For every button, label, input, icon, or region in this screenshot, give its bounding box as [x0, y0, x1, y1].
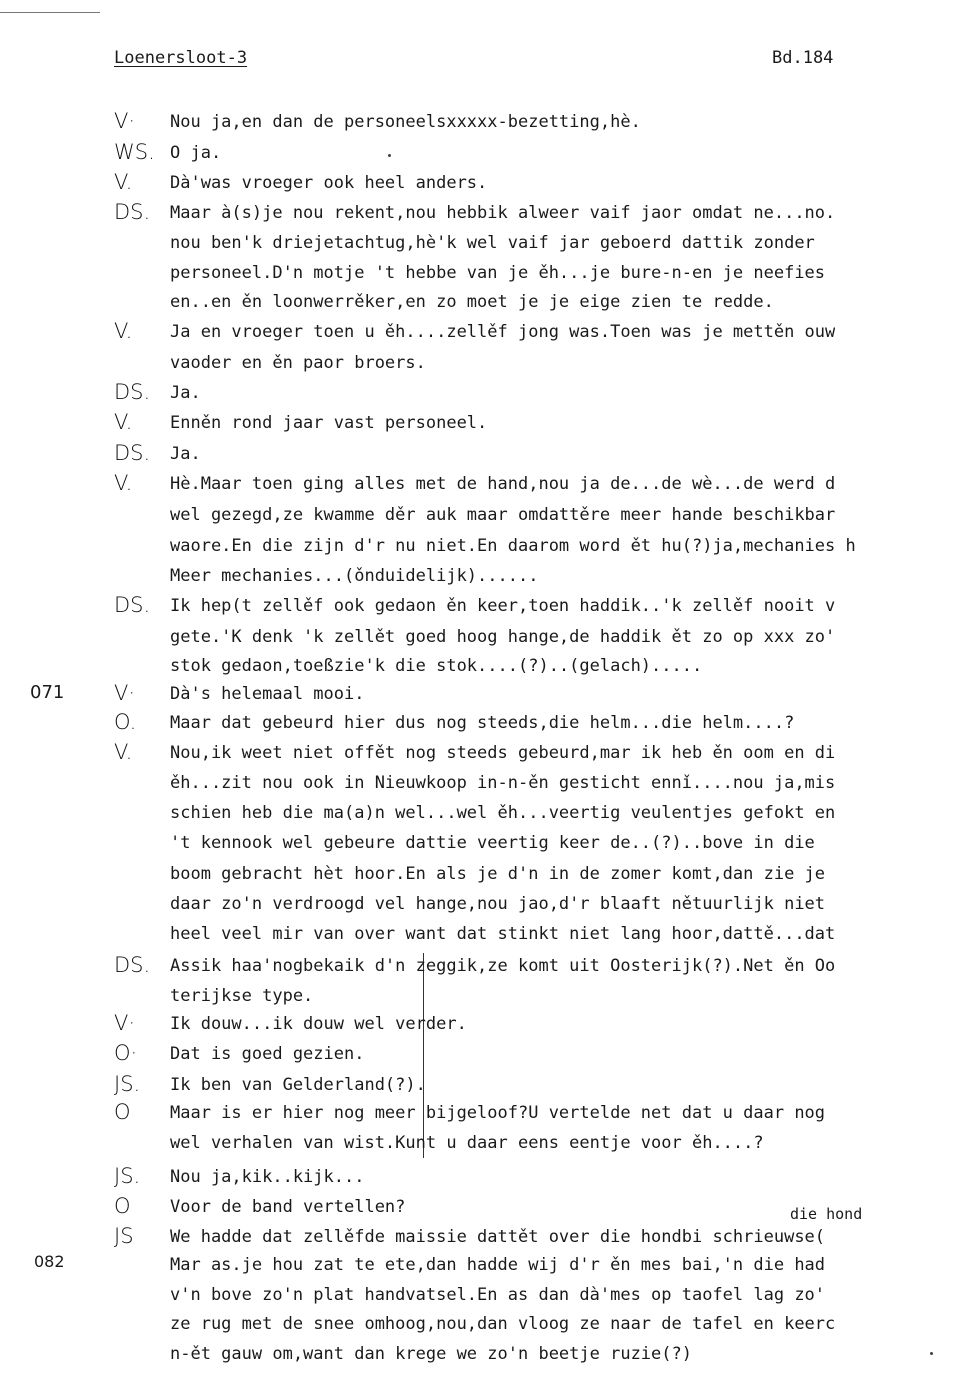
stray-dot: [388, 154, 391, 157]
transcript-line: vaoder en ěn paor broers.: [170, 353, 426, 373]
transcript-line: Dà'was vroeger ook heel anders.: [170, 173, 488, 193]
speaker-label: WS.: [114, 140, 155, 164]
transcript-line: Ja.: [170, 444, 201, 464]
transcript-line: Maar dat gebeurd hier dus nog steeds,die helm...die helm....?: [170, 713, 795, 733]
speaker-label: V.: [114, 170, 133, 194]
stray-dot: [930, 1352, 933, 1355]
transcript-line: ěh...zit nou ook in Nieuwkoop in-n-ěn gesticht ennǐ....nou ja,mis: [170, 773, 836, 793]
speaker-label: JS.: [114, 1072, 141, 1096]
speaker-label: JS.: [114, 1164, 141, 1188]
transcript-line: Ik hep(t zellěf ook gedaon ěn keer,toen haddik..'k zellěf nooit v: [170, 596, 836, 616]
speaker-label: V.: [114, 319, 133, 343]
speaker-label: V.: [114, 740, 133, 764]
speaker-label: DS.: [114, 200, 151, 224]
transcript-line: nou ben'k driejetachtug,hè'k wel vaif jar geboerd dattik zonder: [170, 233, 815, 253]
margin-note-071: 071: [30, 682, 65, 703]
document-title: Loenersloot-3: [114, 48, 248, 68]
transcript-line: Dat is goed gezien.: [170, 1044, 365, 1064]
transcript-line: boom gebracht hèt hoor.En als je d'n in de zomer komt,dan zie je: [170, 864, 826, 884]
speaker-label: O: [114, 1100, 131, 1124]
speaker-label: V.: [114, 410, 133, 434]
transcript-line: Maar à(s)je nou rekent,nou hebbik alweer vaif jaor omdat ne...no.: [170, 203, 836, 223]
transcript-line: heel veel mir van over want dat stinkt niet lang hoor,dattě...dat: [170, 924, 836, 944]
speaker-label: JS: [114, 1224, 134, 1248]
transcript-line: Dà's helemaal mooi.: [170, 684, 365, 704]
speaker-label: DS.: [114, 441, 151, 465]
transcript-line: Ik ben van Gelderland(?).: [170, 1075, 426, 1095]
speaker-label: V·: [114, 681, 136, 705]
transcript-line: wel verhalen van wist.Kunt u daar eens eentje voor ěh....?: [170, 1133, 764, 1153]
speaker-label: O: [114, 1194, 131, 1218]
transcript-line: Nou ja,en dan de personeelsxxxxx-bezetting,hè.: [170, 112, 641, 132]
transcript-line: gete.'K denk 'k zellět goed hoog hange,de haddik ět zo op xxx zo': [170, 627, 836, 647]
transcript-line: Ja en vroeger toen u ěh....zellěf jong was.Toen was je mettěn ouw: [170, 322, 836, 342]
speaker-label: O.: [114, 710, 137, 734]
transcript-line: waore.En die zijn d'r nu niet.En daarom word ět hu(?)ja,mechanies h: [170, 536, 856, 556]
transcript-line: Nou ja,kik..kijk...: [170, 1167, 365, 1187]
transcript-line: Meer mechanies...(ǒnduidelijk)......: [170, 566, 539, 586]
transcript-line: Ja.: [170, 383, 201, 403]
transcript-line: Enněn rond jaar vast personeel.: [170, 413, 488, 433]
speaker-label: O·: [114, 1041, 138, 1065]
speaker-label: DS.: [114, 593, 151, 617]
transcript-line: Hè.Maar toen ging alles met de hand,nou ja de...de wè...de werd d: [170, 474, 836, 494]
speaker-label: V·: [114, 109, 136, 133]
transcript-line: Nou,ik weet niet offět nog steeds gebeurd,mar ik heb ěn oom en di: [170, 743, 836, 763]
top-rule: [0, 12, 100, 13]
page-number: Bd.184: [772, 48, 834, 68]
transcript-line: ze rug met de snee omhoog,nou,dan vloog ze naar de tafel en keerc: [170, 1314, 836, 1334]
speaker-label: DS.: [114, 953, 151, 977]
handwritten-note-die-hond: die hond: [790, 1205, 863, 1223]
transcript-line: O ja.: [170, 143, 222, 163]
transcript-line: Voor de band vertellen?: [170, 1197, 406, 1217]
transcript-line: wel gezegd,ze kwamme děr auk maar omdattěre meer hande beschikbar: [170, 505, 836, 525]
transcript-line: v'n bove zo'n plat handvatsel.En as dan dà'mes op taofel lag zo': [170, 1285, 826, 1305]
transcript-line: daar zo'n verdroogd vel hange,nou jao,d'r blaaft nětuurlijk niet: [170, 894, 826, 914]
transcript-line: 't kennook wel gebeure dattie veertig keer de..(?)..bove in die: [170, 833, 815, 853]
transcript-line: en..en ěn loonwerrěker,en zo moet je je eige zien te redde.: [170, 292, 774, 312]
margin-vertical-mark: [423, 953, 424, 1158]
speaker-label: V.: [114, 471, 133, 495]
transcript-line: schien heb die ma(a)n wel...wel ěh...veertig veulentjes gefokt en: [170, 803, 836, 823]
speaker-label: V·: [114, 1011, 136, 1035]
transcript-line: personeel.D'n motje 't hebbe van je ěh...je bure-n-en je neefies: [170, 263, 826, 283]
transcript-line: We hadde dat zellěfde maissie dattět over die hondbi schrieuwse(: [170, 1227, 826, 1247]
transcript-line: stok gedaon,toeßzie'k die stok....(?)..(gelach).....: [170, 656, 703, 676]
speaker-label: DS.: [114, 380, 151, 404]
transcript-line: Ik douw...ik douw wel verder.: [170, 1014, 467, 1034]
transcript-line: n-ět gauw om,want dan krege we zo'n beetje ruzie(?): [170, 1344, 692, 1364]
transcript-line: Maar is er hier nog meer bijgeloof?U vertelde net dat u daar nog: [170, 1103, 826, 1123]
transcript-line: Mar as.je hou zat te ete,dan hadde wij d'r ěn mes bai,'n die had: [170, 1255, 826, 1275]
transcript-line: Assik haa'nogbekaik d'n zeggik,ze komt uit Oosterijk(?).Net ěn Oo: [170, 956, 836, 976]
transcript-line: terijkse type.: [170, 986, 314, 1006]
tape-counter-082: 082: [34, 1252, 65, 1271]
